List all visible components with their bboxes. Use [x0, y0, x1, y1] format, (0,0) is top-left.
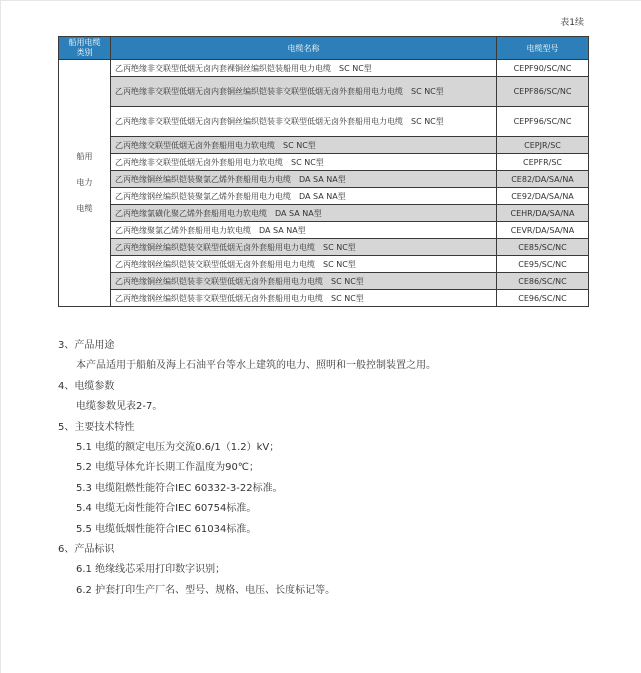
body-text — [58, 336, 598, 601]
table-row — [59, 107, 589, 137]
table-row — [59, 239, 589, 256]
cable-name-cell: 乙丙绝缘聚氯乙烯外套船用电力软电缆 DA SA NA型 — [111, 222, 497, 239]
table-row — [59, 273, 589, 290]
section-heading: 3、产品用途 — [58, 340, 115, 351]
table-row — [59, 171, 589, 188]
section-item: 电缆参数见表2-7。 — [76, 401, 163, 413]
cable-name-cell: 乙丙绝缘交联型低烟无卤外套船用电力软电缆 SC NC型 — [111, 137, 497, 154]
cable-name-cell: 乙丙绝缘铜丝编织铠装非交联型低烟无卤外套船用电力电缆 SC NC型 — [111, 273, 497, 290]
section-item: 5.5 电缆低烟性能符合IEC 61034标准。 — [76, 523, 257, 535]
page-edge-top — [0, 0, 641, 1]
cable-model-cell: CE92/DA/SA/NA — [497, 188, 589, 205]
table-header-row — [59, 37, 589, 60]
cable-model-cell: CE85/SC/NC — [497, 239, 589, 256]
cable-spec-table — [58, 36, 589, 307]
cable-name-cell: 乙丙绝缘钢丝编织铠装交联型低烟无卤外套船用电力电缆 SC NC型 — [111, 256, 497, 273]
cable-model-cell: CE82/DA/SA/NA — [497, 171, 589, 188]
section-item: 5.2 电缆导体允许长期工作温度为90℃； — [76, 462, 260, 474]
cable-name-cell: 乙丙绝缘氯磺化聚乙烯外套船用电力软电缆 DA SA NA型 — [111, 205, 497, 222]
table-row — [59, 222, 589, 239]
cable-model-cell: CEPF96/SC/NC — [497, 107, 589, 137]
cable-name-cell: 乙丙绝缘非交联型低烟无卤内套铜丝编织铠装非交联型低烟无卤外套船用电力电缆 SC NC型 — [111, 77, 497, 107]
cable-model-cell: CE86/SC/NC — [497, 273, 589, 290]
cable-model-cell: CE95/SC/NC — [497, 256, 589, 273]
table-row — [59, 154, 589, 171]
cable-model-cell: CEPF90/SC/NC — [497, 60, 589, 77]
section-item: 5.4 电缆无卤性能符合IEC 60754标准。 — [76, 503, 257, 515]
cable-model-cell: CEPJR/SC — [497, 137, 589, 154]
section-item: 5.1 电缆的额定电压为交流0.6/1（1.2）kV； — [76, 441, 280, 453]
table-caption: 表1续 — [560, 18, 584, 28]
cable-name-cell: 乙丙绝缘铜丝编织铠装聚氯乙烯外套船用电力电缆 DA SA NA型 — [111, 171, 497, 188]
category-line: 电力 — [76, 178, 93, 187]
section-item: 6.2 护套打印生产厂名、型号、规格、电压、长度标记等。 — [76, 584, 336, 596]
header-cable-name: 电缆名称 — [111, 37, 497, 60]
table-row — [59, 77, 589, 107]
table-row — [59, 256, 589, 273]
cable-name-cell: 乙丙绝缘非交联型低烟无卤内套铜丝编织铠装非交联型低烟无卤外套船用电力电缆 SC NC型 — [111, 107, 497, 137]
table-row — [59, 188, 589, 205]
page-edge-left — [0, 0, 1, 673]
cable-model-cell: CEHR/DA/SA/NA — [497, 205, 589, 222]
cable-model-cell: CEPFR/SC — [497, 154, 589, 171]
header-cable-model: 电缆型号 — [497, 37, 589, 60]
category-line: 电缆 — [76, 204, 93, 213]
cable-name-cell: 乙丙绝缘钢丝编织铠装聚氯乙烯外套船用电力电缆 DA SA NA型 — [111, 188, 497, 205]
cable-model-cell: CE96/SC/NC — [497, 290, 589, 307]
cable-name-cell: 乙丙绝缘铜丝编织铠装交联型低烟无卤外套船用电力电缆 SC NC型 — [111, 239, 497, 256]
table-row — [59, 290, 589, 307]
cable-model-cell: CEVR/DA/SA/NA — [497, 222, 589, 239]
table-row — [59, 205, 589, 222]
section-heading: 5、主要技术特性 — [58, 421, 135, 433]
section-item: 本产品适用于船舶及海上石油平台等水上建筑的电力、照明和一般控制装置之用。 — [76, 360, 436, 372]
cable-name-cell: 乙丙绝缘非交联型低烟无卤外套船用电力软电缆 SC NC型 — [111, 154, 497, 171]
section-heading: 6、产品标识 — [58, 543, 115, 555]
section-item: 5.3 电缆阻燃性能符合IEC 60332-3-22标准。 — [76, 482, 283, 494]
table-row — [59, 137, 589, 154]
cable-model-cell: CEPF86/SC/NC — [497, 77, 589, 107]
cable-name-cell: 乙丙绝缘钢丝编织铠装非交联型低烟无卤外套船用电力电缆 SC NC型 — [111, 290, 497, 307]
header-category: 船用电缆 类别 — [59, 37, 111, 60]
section-heading: 4、电缆参数 — [58, 380, 115, 392]
table-row — [59, 60, 589, 77]
category-line: 船用 — [76, 152, 93, 161]
table-body — [59, 60, 589, 307]
section-item: 6.1 绝缘线芯采用打印数字识别； — [76, 564, 226, 576]
cable-name-cell: 乙丙绝缘非交联型低烟无卤内套裸铜丝编织铠装船用电力电缆 SC NC型 — [111, 60, 497, 77]
category-cell — [59, 60, 111, 307]
